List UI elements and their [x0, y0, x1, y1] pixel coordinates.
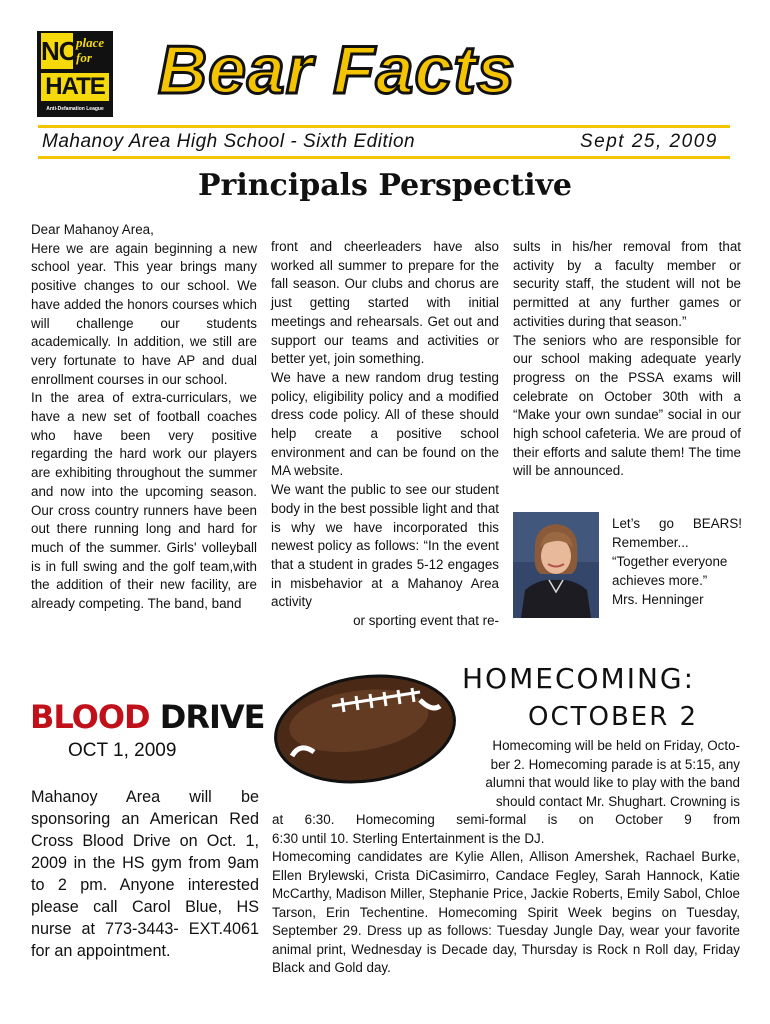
homecoming-line: Homecoming will be held on Friday, Octo-	[492, 738, 740, 753]
logo-org-text: Anti-Defamation League	[46, 106, 104, 112]
blood-drive-body: Mahanoy Area will be sponsoring an American Red Cross Blood Drive on Oct. 1, 2009 in the HS gym from 9am to 2 pm. Anyone interested please call Carol Blue, HS nurse at 773-3443- EXT.4061 for an appointment.	[31, 788, 259, 960]
signature: Mrs. Henninger	[612, 592, 704, 607]
blood-word: BLOOD	[30, 698, 150, 736]
homecoming-title: HOMECOMING:	[462, 662, 696, 695]
article-title: Principals Perspective	[197, 168, 573, 203]
logo-no-text: NO	[41, 33, 73, 69]
edition-date: Sept 25, 2009	[580, 131, 718, 152]
drive-word: DRIVE	[149, 698, 265, 736]
homecoming-paragraph: Homecoming candidates are Kylie Allen, Allison Amershek, Rachael Burke, Ellen Brylewski, Crista DiCasimirro, Candace Fegley, Sarah Hannock, Katie McCarthy, Madison Miller, Stephanie Price, Jackie Roberts, Emily Sabol, Chloe Tarson, Erin Techentine. Homecoming Spirit Week begins on Tuesday, September 29. Dress up as follows: Tuesday Jungle Day, wear your favorite animal print, Wednesday is Decade day, Thursday is Rock n Roll day, Friday Black and Gold day.	[272, 849, 740, 975]
homecoming-body	[272, 737, 740, 978]
homecoming-line: at 6:30. Homecoming semi-formal is on October 9 from	[272, 812, 740, 827]
homecoming-line: 6:30 until 10. Sterling Entertainment is the DJ.	[272, 830, 545, 846]
article-paragraph: Here we are again beginning a new school year. This year brings many positive changes to our school. We have added the honors courses which will challenge our students academically. In addition, we still are very fortunate to have AP and dual enrollment courses in our school.	[31, 240, 257, 387]
greeting: Dear Mahanoy Area,	[31, 222, 154, 237]
logo-hate-text: HATE	[41, 73, 109, 101]
closing-motto: “Together everyone achieves more.”	[612, 554, 728, 588]
homecoming-line: ber 2. Homecoming parade is at 5:15, any	[490, 756, 740, 772]
article-paragraph: The seniors who are responsible for our school making adequate yearly progress on the PSSA exams will celebrate on October 30th with a “Make your own sundae” social in our high school cafeteria. We are proud of their efforts and salute them! The time will be announced.	[513, 332, 741, 479]
article-paragraph: or sporting event that re-	[353, 613, 499, 629]
article-paragraph: front and cheerleaders have also worked all summer to prepare for the fall season. Our clubs and chorus are just getting started with initial meetings and rehearsals. Get out and support our teams and activities or better yet, join something.	[271, 239, 499, 367]
closing-remember: Remember...	[612, 535, 689, 550]
homecoming-date-title: OCTOBER 2	[528, 702, 699, 732]
masthead-rule-top	[38, 125, 730, 128]
article-paragraph: We want the public to see our student body in the best possible light and that is why we have incorporated this newest policy as follows: “In the event that a student in grades 5-12 engages in misbehavior at a Mahanoy Area activity	[271, 482, 499, 610]
article-column-1	[31, 221, 257, 614]
article-column-3	[513, 238, 741, 481]
masthead-rule-bottom	[38, 156, 730, 159]
article-paragraph: In the area of extra-curriculars, we have a new set of football coaches who have been very positive regarding the hard work our players are exhibiting throughout the summer and now into the upcoming season. Our cross country runners have been out there running long and hard for much of the summer. Girls' volleyball is in full swing and the golf team,with the addition of their new facility, are already competing. The band, band	[31, 390, 257, 612]
closing-note	[612, 514, 742, 609]
article-paragraph: sults in his/her removal from that activity by a faculty member or security staff, the student will not be permitted at any further games or activities during that season.”	[513, 239, 741, 329]
no-place-for-hate-logo	[37, 31, 113, 117]
principal-photo	[513, 512, 599, 618]
article-column-2	[271, 238, 499, 631]
blood-drive-date: OCT 1, 2009	[68, 740, 177, 761]
closing-cheer: Let’s go BEARS!	[612, 516, 742, 531]
homecoming-line: should contact Mr. Shughart. Crowning is	[495, 793, 740, 809]
article-paragraph: We have a new random drug testing policy, eligibility policy and a modified dress code policy. All of these should help create a positive school environment and can be found on the MA website.	[271, 369, 499, 479]
homecoming-line: alumni that would like to play with the band	[485, 775, 740, 790]
blood-drive-title	[30, 698, 264, 736]
logo-place-for-text: place for	[76, 35, 105, 65]
edition-subtitle: Mahanoy Area High School - Sixth Edition	[42, 131, 416, 152]
newsletter-title: Bear Facts	[158, 32, 516, 108]
